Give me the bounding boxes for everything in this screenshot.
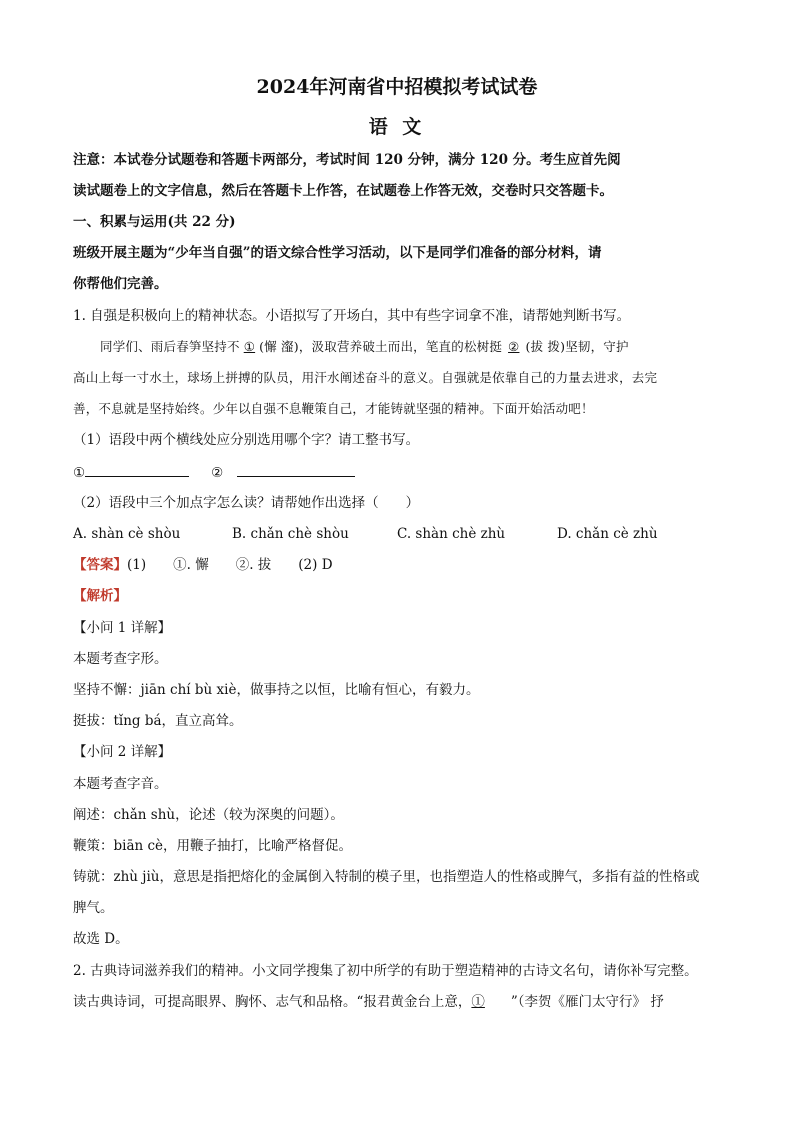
answer-tag: 【答案】 <box>73 557 127 573</box>
section-intro-1: 班级开展主题为“少年当自强”的语文综合性学习活动，以下是同学们准备的部分材料，请 <box>73 245 602 261</box>
detail1-line-1: 本题考查字形。 <box>73 651 168 667</box>
option-pair-2: (拔 拨) <box>525 339 566 354</box>
answer-blank-2[interactable] <box>237 462 355 477</box>
subject-title: 语 文 <box>368 116 426 138</box>
passage-text: 坚韧，守护 <box>565 339 629 354</box>
q2-blank-marker: ① <box>471 994 485 1010</box>
detail2-line-2: 阐述：chǎn shù，论述（较为深奥的问题）。 <box>73 807 344 823</box>
conclusion: 故选 D。 <box>73 931 129 947</box>
detail2-line-5: 脾气。 <box>73 900 114 916</box>
detail2-line-3: 鞭策：biān cè，用鞭子抽打，比喻严格督促。 <box>73 838 353 854</box>
blank-label-2: ② <box>211 465 224 481</box>
blank-label-1: ① <box>73 465 86 481</box>
q1-sub1: （1）语段中两个横线处应分别选用哪个字？请工整书写。 <box>73 432 420 448</box>
option-d[interactable]: D. chǎn cè zhù <box>557 526 658 542</box>
detail1-line-2: 坚持不懈：jiān chí bù xiè，做事持之以恒，比喻有恒心，有毅力。 <box>73 682 480 698</box>
exam-title: 2024年河南省中招模拟考试试卷 <box>256 76 538 98</box>
option-b[interactable]: B. chǎn chè shòu <box>232 526 349 542</box>
section-heading: 一、积累与运用(共 22 分) <box>73 214 236 230</box>
option-a[interactable]: A. shàn cè shòu <box>73 526 181 542</box>
answer-row <box>73 555 333 575</box>
q2-text: ”（李贺《雁门太守行》 抒 <box>510 994 664 1010</box>
notice-line-1: 注意：本试卷分试题卷和答题卡两部分，考试时间 120 分钟，满分 120 分。考生应首先阅 <box>73 152 621 168</box>
q2-line-2 <box>73 992 664 1012</box>
option-c[interactable]: C. shàn chè zhù <box>397 526 506 542</box>
answer-blank-1[interactable] <box>85 462 189 477</box>
q2-line-1: 2. 古典诗词滋养我们的精神。小文同学搜集了初中所学的有助于塑造精神的古诗文名句，请你补写完整。 <box>73 963 698 979</box>
q1-sub2: （2）语段中三个加点字怎么读？请帮她作出选择（ ） <box>73 495 420 511</box>
detail2-tag: 【小问 2 详解】 <box>73 744 172 760</box>
passage-line-1 <box>100 337 629 357</box>
answer-text: (1) ①. 懈 ②. 拔 (2) D <box>127 557 333 573</box>
q1-stem: 1. 自强是积极向上的精神状态。小语拟写了开场白，其中有些字词拿不准，请帮她判断书写。 <box>73 308 631 324</box>
blank-marker-2: ② <box>508 339 520 354</box>
blank-marker-1: ① <box>243 339 256 354</box>
detail1-tag: 【小问 1 详解】 <box>73 620 172 636</box>
detail2-line-1: 本题考查字音。 <box>73 776 168 792</box>
analysis-tag: 【解析】 <box>73 588 127 604</box>
detail1-line-3: 挺拔：tǐng bá，直立高耸。 <box>73 713 243 729</box>
answer-blanks-row <box>73 462 355 483</box>
q2-text: 读古典诗词，可提高眼界、胸怀、志气和品格。“报君黄金台上意， <box>73 994 472 1010</box>
passage-text: ，汲取营养破土而出，笔直的松树挺 <box>298 339 503 354</box>
section-intro-2: 你帮他们完善。 <box>73 276 168 292</box>
passage-line-3: 善，不息就是坚持始终。少年以自强不息鞭策自己，才能铸就坚强的精神。下面开始活动吧！ <box>73 401 594 416</box>
passage-text: 同学们、雨后春笋坚持不 <box>100 339 240 354</box>
detail2-line-4: 铸就：zhù jiù，意思是指把熔化的金属倒入特制的模子里，也指塑造人的性格或脾气，多指有益的性格或 <box>73 869 700 885</box>
option-pair-1: (懈 瀣) <box>259 339 299 354</box>
passage-line-2: 高山上每一寸水土，球场上拼搏的队员，用汗水阐述奋斗的意义。自强就是依靠自己的力量去进求，去完 <box>73 370 658 385</box>
notice-line-2: 读试题卷上的文字信息，然后在答题卡上作答，在试题卷上作答无效，交卷时只交答题卡。 <box>73 183 613 199</box>
